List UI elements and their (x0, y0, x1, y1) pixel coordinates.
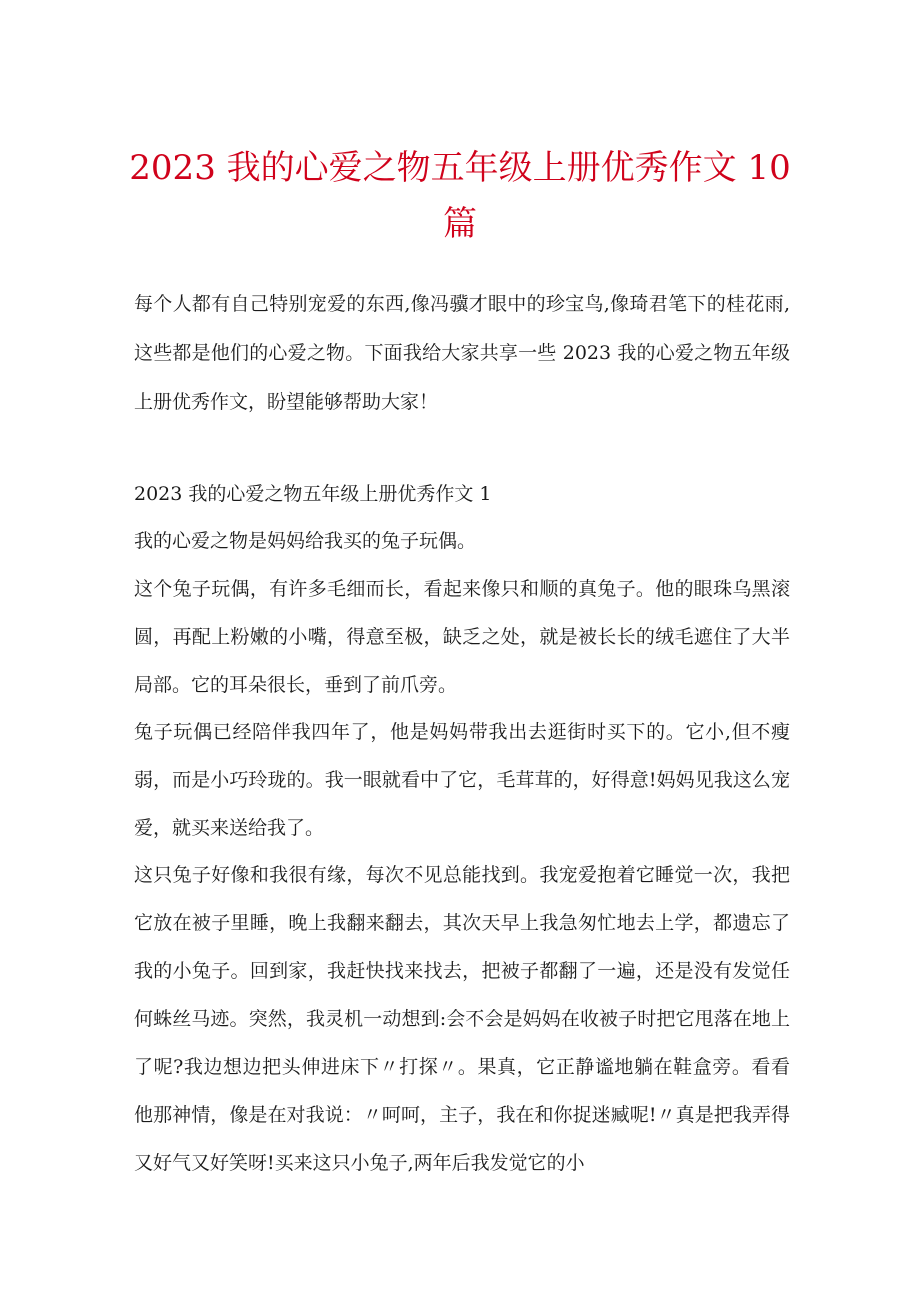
intro-paragraph: 每个人都有自己特别宠爱的东西,像冯骥才眼中的珍宝鸟,像琦君笔下的桂花雨,这些都是他们的心爱之物。下面我给大家共享一些 2023 我的心爱之物五年级上册优秀作文，盼望能够帮助大家！ (134, 293, 790, 413)
paragraph-2: 这个兔子玩偶，有许多毛细而长，看起来像只和顺的真兔子。他的眼珠乌黑滚圆，再配上粉嫩的小嘴，得意至极，缺乏之处，就是被长长的绒毛遮住了大半局部。它的耳朵很长，垂到了前爪旁。 (134, 578, 790, 696)
paragraph-1: 我的心爱之物是妈妈给我买的兔子玩偶。 (134, 530, 477, 552)
section-heading: 2023 我的心爱之物五年级上册优秀作文 1 (134, 483, 492, 505)
title-line-1: 2023 我的心爱之物五年级上册优秀作文 10 (129, 148, 791, 188)
paragraph-3: 兔子玩偶已经陪伴我四年了，他是妈妈带我出去逛街时买下的。它小,但不瘦弱，而是小巧玲珑的。我一眼就看中了它，毛茸茸的，好得意!妈妈见我这么宠爱，就买来送给我了。 (134, 721, 790, 839)
paragraph-4: 这只兔子好像和我很有缘，每次不见总能找到。我宠爱抱着它睡觉一次，我把它放在被子里睡，晚上我翻来翻去，其次天早上我急匆忙地去上学，都遗忘了我的小兔子。回到家，我赶快找来找去，把被子都翻了一遍，还是没有发觉任何蛛丝马迹。突然，我灵机一动想到:会不会是妈妈在收被子时把它甩落在地上了呢?我边想边把头伸进床下〃打探〃。果真，它正静谧地躺在鞋盒旁。看看他那神情，像是在对我说：〃呵呵，主子，我在和你捉迷臧呢!〃真是把我弄得又好气又好笑呀!买来这只小兔子,两年后我发觉它的小 (134, 864, 790, 1174)
document-title (110, 140, 810, 252)
title-line-2: 篇 (443, 204, 477, 244)
